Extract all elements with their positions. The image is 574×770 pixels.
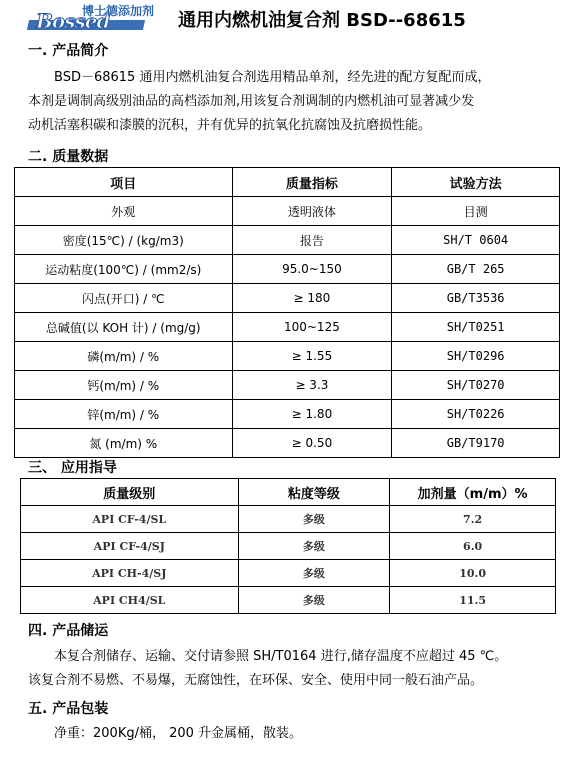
column-header: 质量指标 <box>232 168 392 197</box>
dosage-cell: 10.0 <box>390 560 556 587</box>
intro-line: 动机活塞积碳和漆膜的沉积，并有优异的抗氧化抗腐蚀及抗磨损性能。 <box>28 118 432 133</box>
method-cell: SH/T0251 <box>392 313 560 342</box>
grade-cell: API CF-4/SJ <box>21 533 239 560</box>
grade-cell: API CF-4/SL <box>21 506 239 533</box>
item-cell: 钙(m/m) / % <box>15 371 233 400</box>
item-cell: 密度(15℃) / (kg/m3) <box>15 226 233 255</box>
method-cell: GB/T3536 <box>392 284 560 313</box>
spec-cell: 透明液体 <box>232 197 392 226</box>
viscosity-cell: 多级 <box>238 533 390 560</box>
table-row <box>15 284 560 313</box>
quality-data-table <box>14 167 560 458</box>
method-cell: GB/T9170 <box>392 429 560 458</box>
storage-paragraph <box>28 645 548 693</box>
section-heading-packaging: 五. 产品包装 <box>28 701 109 717</box>
method-cell: SH/T 0604 <box>392 226 560 255</box>
viscosity-cell: 多级 <box>238 587 390 614</box>
column-header: 粘度等级 <box>238 479 390 506</box>
dosage-cell: 6.0 <box>390 533 556 560</box>
method-cell: 目测 <box>392 197 560 226</box>
spec-cell: ≥ 0.50 <box>232 429 392 458</box>
table-row <box>21 506 556 533</box>
intro-line: 本剂是调制高级别油品的高档添加剂,用该复合剂调制的内燃机油可显著减少发 <box>28 94 475 109</box>
item-cell: 氮 (m/m) % <box>15 429 233 458</box>
column-header: 试验方法 <box>392 168 560 197</box>
spec-cell: ≥ 1.80 <box>232 400 392 429</box>
method-cell: SH/T0226 <box>392 400 560 429</box>
application-guide-table <box>20 478 556 614</box>
table-row <box>15 197 560 226</box>
table-row <box>15 342 560 371</box>
table-row <box>15 429 560 458</box>
brand-logo <box>28 2 155 33</box>
table-row <box>21 560 556 587</box>
table-row <box>21 587 556 614</box>
table-row <box>21 533 556 560</box>
item-cell: 锌(m/m) / % <box>15 400 233 429</box>
section-heading-application: 三、 应用指导 <box>28 460 117 476</box>
dosage-cell: 7.2 <box>390 506 556 533</box>
spec-cell: ≥ 180 <box>232 284 392 313</box>
section-heading-quality: 二. 质量数据 <box>28 149 109 165</box>
dosage-cell: 11.5 <box>390 587 556 614</box>
column-header: 项目 <box>15 168 233 197</box>
grade-cell: API CH-4/SJ <box>21 560 239 587</box>
document-title: 通用内燃机油复合剂 BSD--68615 <box>178 10 466 31</box>
column-header: 质量级别 <box>21 479 239 506</box>
intro-paragraph <box>28 66 548 138</box>
table-row <box>15 400 560 429</box>
viscosity-cell: 多级 <box>238 560 390 587</box>
section-heading-storage: 四. 产品储运 <box>28 623 109 639</box>
item-cell: 磷(m/m) / % <box>15 342 233 371</box>
intro-line: BSD－68615 通用内燃机油复合剂选用精品单剂，经先进的配方复配而成， <box>54 70 491 85</box>
storage-line: 该复合剂不易燃、不易爆，无腐蚀性，在环保、安全、使用中同一般石油产品。 <box>28 673 484 688</box>
spec-cell: 95.0~150 <box>232 255 392 284</box>
table-row <box>15 226 560 255</box>
item-cell: 总碱值(以 KOH 计) / (mg/g) <box>15 313 233 342</box>
table-header-row <box>21 479 556 506</box>
spec-cell: 报告 <box>232 226 392 255</box>
item-cell: 闪点(开口) / ℃ <box>15 284 233 313</box>
viscosity-cell: 多级 <box>238 506 390 533</box>
spec-cell: ≥ 3.3 <box>232 371 392 400</box>
section-heading-intro: 一. 产品简介 <box>28 43 109 59</box>
logo-wordmark: Bossed <box>36 9 110 33</box>
item-cell: 运动粘度(100℃) / (mm2/s) <box>15 255 233 284</box>
spec-cell: ≥ 1.55 <box>232 342 392 371</box>
table-row <box>15 371 560 400</box>
grade-cell: API CH4/SL <box>21 587 239 614</box>
method-cell: GB/T 265 <box>392 255 560 284</box>
table-row <box>15 313 560 342</box>
packaging-line: 净重：200Kg/桶， 200 升金属桶，散装。 <box>54 726 303 741</box>
spec-cell: 100~125 <box>232 313 392 342</box>
method-cell: SH/T0270 <box>392 371 560 400</box>
logo-chinese-name: 博士德添加剂 <box>82 4 155 18</box>
table-header-row <box>15 168 560 197</box>
item-cell: 外观 <box>15 197 233 226</box>
table-row <box>15 255 560 284</box>
column-header: 加剂量（m/m）% <box>390 479 556 506</box>
method-cell: SH/T0296 <box>392 342 560 371</box>
storage-line: 本复合剂储存、运输、交付请参照 SH/T0164 进行,储存温度不应超过 45 ℃。 <box>54 649 508 664</box>
